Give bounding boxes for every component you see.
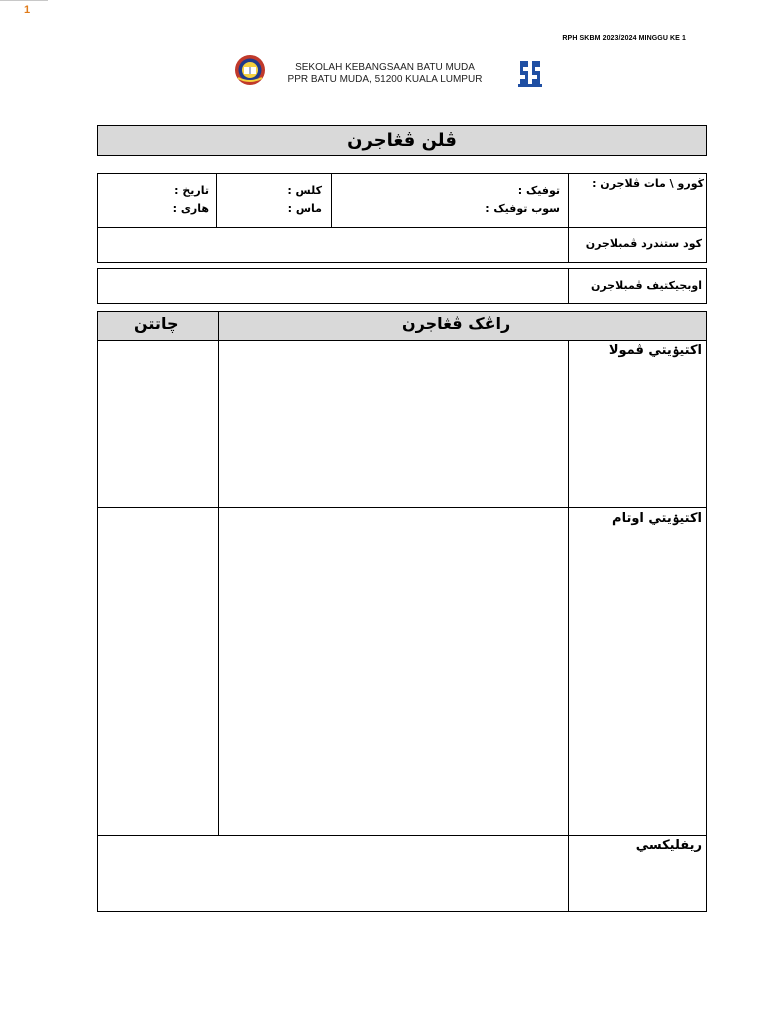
page-corner-line (0, 0, 48, 1)
plan-title: ڤلن ڤڠاجرن (347, 130, 457, 151)
subtajuk-label: سوب توفيک : (485, 202, 560, 215)
school-name-line1: SEKOLAH KEBANGSAAN BATU MUDA (295, 62, 475, 73)
rangka-header: راڠک ڤڠاجرن (402, 314, 511, 333)
aktiviti-permulaan-label: اكتيۏيتي ڤمولا (608, 343, 702, 358)
refleksi-label: ريفليكسي (635, 838, 702, 853)
school-name-block (270, 62, 500, 86)
lesson-table (97, 311, 707, 912)
page-number: 1 (24, 4, 31, 16)
objektif-label: اوبجيكتيف ڤمبلاجرن (590, 279, 702, 292)
document-code: RPH SKBM 2023/2024 MINGGU KE 1 (562, 35, 686, 42)
school-name-line2: PPR BATU MUDA, 51200 KUALA LUMPUR (287, 74, 483, 85)
kod-standard-label: كود ستندرد ڤمبلاجرن (585, 237, 702, 250)
kelas-label: كلس : (287, 184, 322, 197)
catatan-header: چاتتن (134, 314, 179, 333)
ministry-logo (514, 57, 546, 89)
tarikh-label: تاريخ : (174, 184, 209, 197)
plan-title-bar (97, 125, 707, 156)
aktiviti-utama-label: اكتيۏيتي اوتام (612, 511, 702, 526)
school-crest-logo (234, 54, 266, 86)
hari-label: هاری : (172, 202, 209, 215)
tajuk-label: توفيک : (517, 184, 560, 197)
guru-label: ڬورو \ مات ڤلاجرن : (592, 177, 704, 190)
masa-label: ماس : (287, 202, 322, 215)
